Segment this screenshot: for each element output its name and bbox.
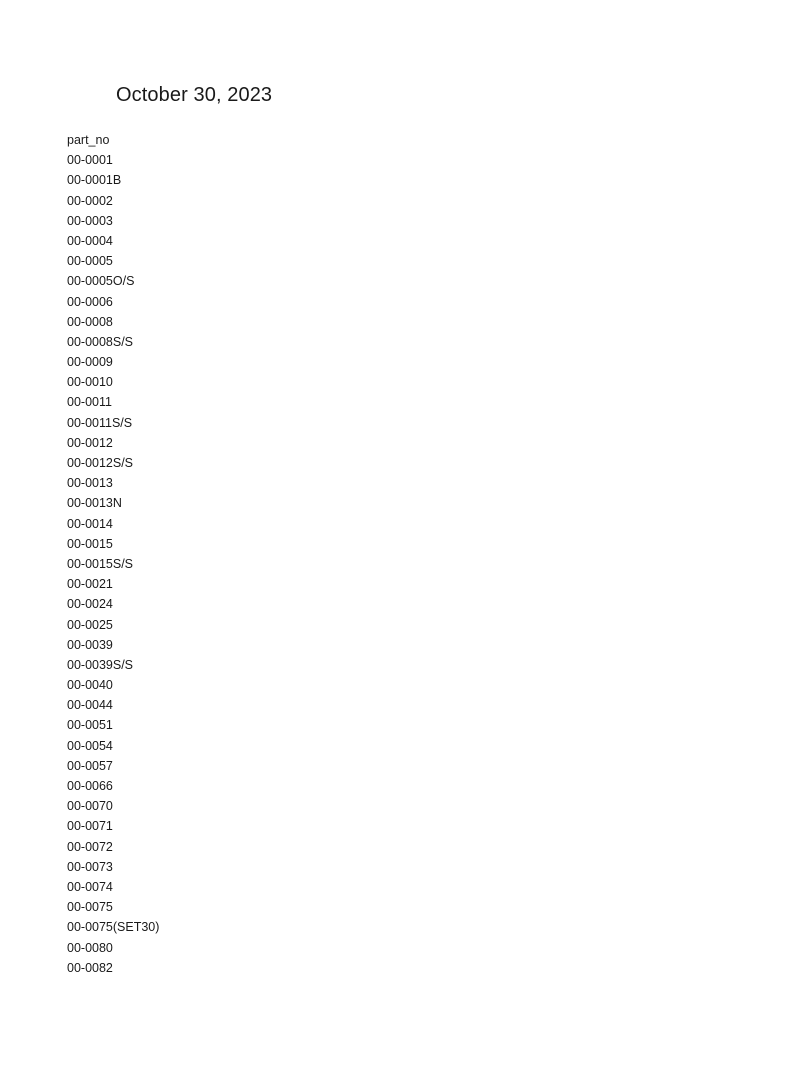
part-number-item: 00-0014: [67, 516, 113, 531]
part-number-list: [67, 130, 159, 978]
part-number-item: 00-0071: [67, 819, 113, 834]
part-number-item: 00-0008S/S: [67, 334, 134, 349]
part-number-item: 00-0005: [67, 254, 113, 269]
part-number-item: 00-0080: [67, 940, 113, 955]
part-number-item: 00-0008: [67, 314, 113, 329]
part-number-item: 00-0013: [67, 476, 113, 491]
part-number-item: 00-0001: [67, 153, 113, 168]
part-number-item: 00-0015S/S: [67, 556, 134, 571]
part-number-item: 00-0040: [67, 678, 113, 693]
part-number-item: 00-0070: [67, 799, 113, 814]
part-number-item: 00-0015: [67, 536, 113, 551]
part-number-item: 00-0054: [67, 738, 113, 753]
part-number-item: 00-0066: [67, 779, 113, 793]
part-number-item: 00-0011: [67, 395, 112, 410]
part-number-item: 00-0057: [67, 758, 113, 773]
part-number-item: 00-0012S/S: [67, 456, 134, 470]
part-number-item: 00-0039S/S: [67, 657, 134, 672]
part-number-item: 00-0082: [67, 960, 113, 975]
part-number-item: 00-0073: [67, 859, 113, 874]
part-number-item: 00-0003: [67, 213, 113, 228]
document-date: October 30, 2023: [116, 84, 273, 106]
part-number-item: 00-0005O/S: [67, 274, 135, 289]
part-number-item: 00-0074: [67, 879, 113, 894]
part-number-item: 00-0075(SET30): [67, 920, 160, 935]
part-number-item: 00-0025: [67, 617, 113, 632]
part-number-item: 00-0006: [67, 294, 113, 309]
part-number-item: 00-0044: [67, 698, 113, 713]
part-number-item: 00-0009: [67, 355, 113, 370]
part-number-item: 00-0010: [67, 375, 113, 390]
part-number-item: 00-0039: [67, 637, 113, 652]
part-number-item: 00-0002: [67, 193, 113, 208]
column-header: part_no: [67, 133, 110, 147]
part-number-item: 00-0004: [67, 233, 113, 248]
part-number-item: 00-0001B: [67, 173, 122, 188]
part-number-item: 00-0011S/S: [67, 415, 133, 430]
part-number-item: 00-0012: [67, 435, 113, 450]
part-number-item: 00-0024: [67, 597, 113, 612]
part-number-item: 00-0013N: [67, 496, 122, 511]
part-number-item: 00-0021: [67, 577, 113, 592]
part-number-item: 00-0075: [67, 900, 113, 915]
part-number-item: 00-0051: [67, 718, 113, 733]
part-number-item: 00-0072: [67, 839, 113, 854]
